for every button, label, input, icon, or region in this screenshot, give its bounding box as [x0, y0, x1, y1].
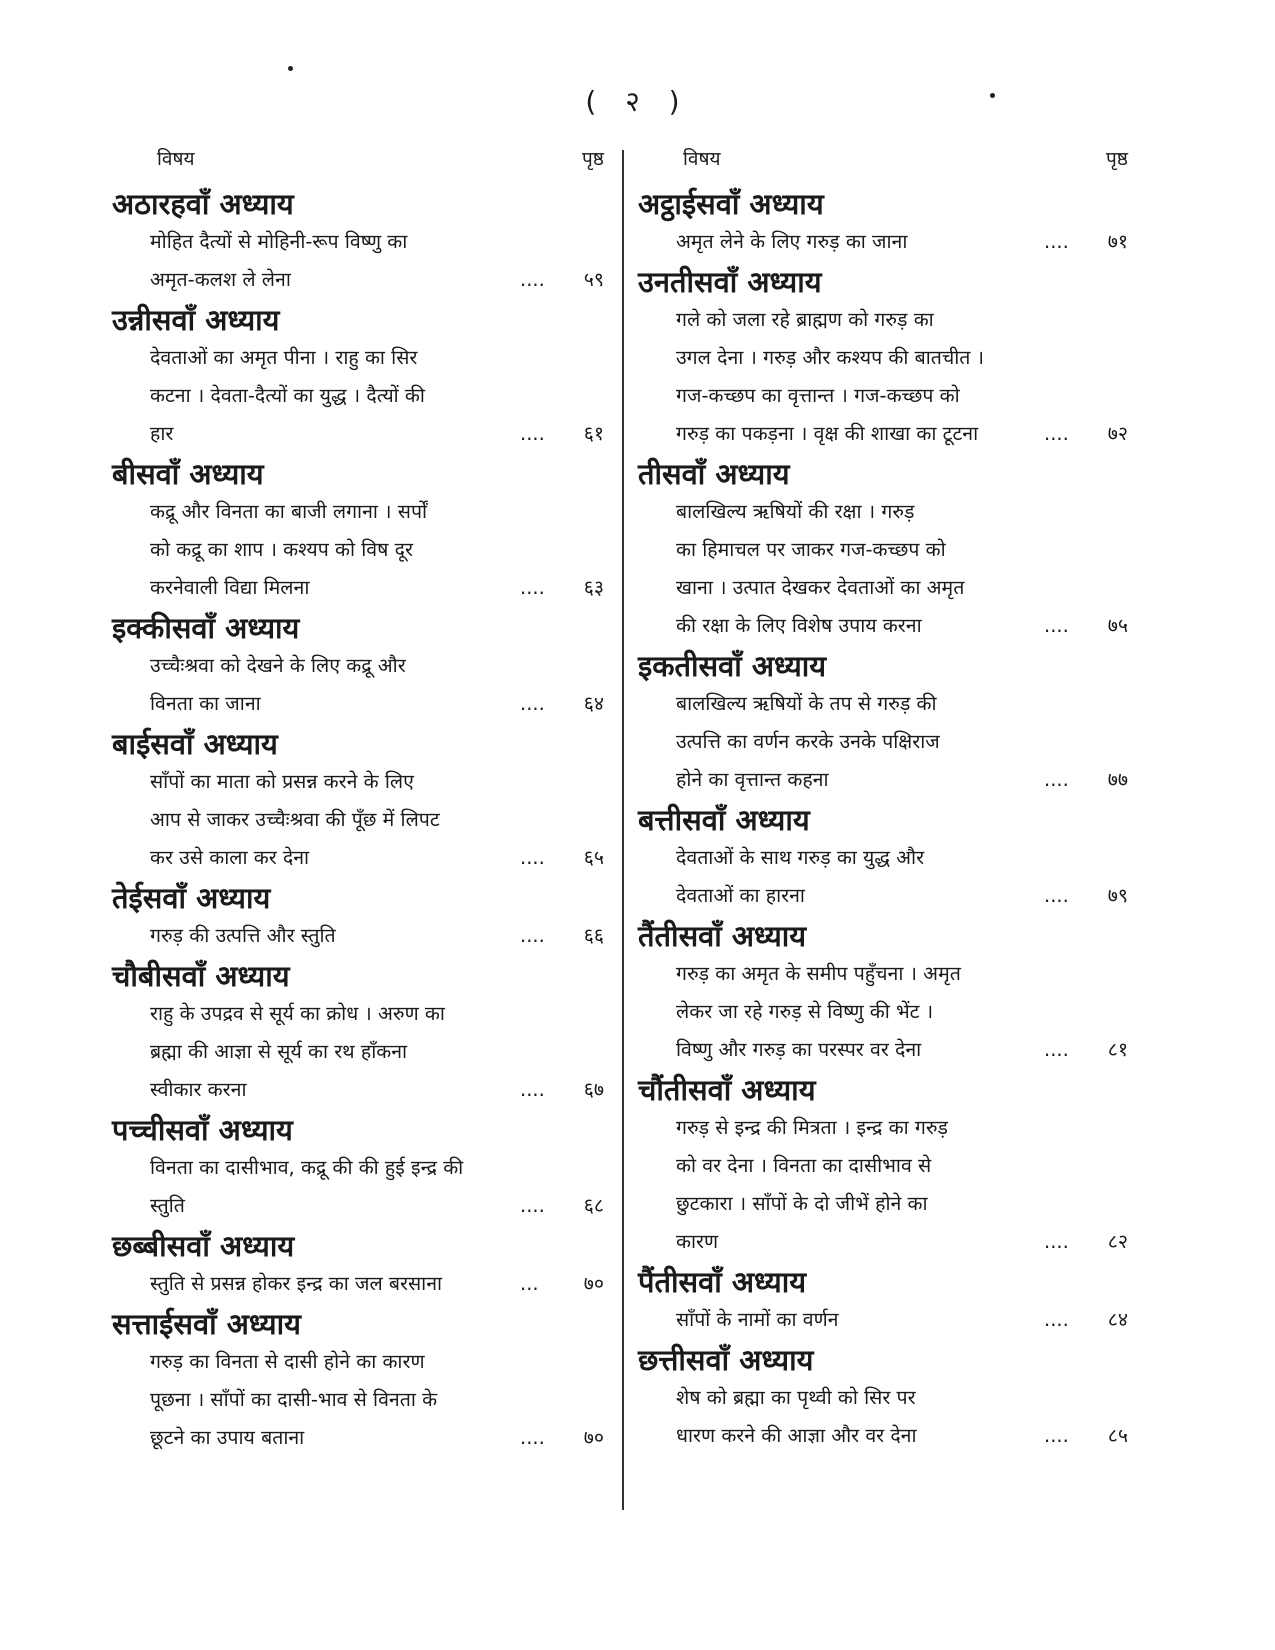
description-line	[150, 1265, 604, 1303]
chapter-entry	[112, 185, 604, 299]
page-ref: ७५	[1107, 614, 1128, 637]
chapter-title: इक्कीसवाँ अध्याय	[112, 611, 300, 645]
page-ref: ६७	[583, 1078, 604, 1101]
description-text: ब्रह्मा की आज्ञा से सूर्य का रथ हाँकना	[150, 1040, 408, 1063]
chapter-description	[676, 1379, 1128, 1455]
leader-space	[805, 877, 1044, 915]
description-text: होने का वृत्तान्त कहना	[676, 768, 829, 791]
chapter-title: अठारहवाँ अध्याय	[112, 187, 294, 221]
description-text: गज-कच्छप का वृत्तान्त । गज-कच्छप को	[676, 384, 960, 407]
leader-space	[261, 685, 520, 723]
chapter-title: तैंतीसवाँ अध्याय	[638, 919, 807, 953]
description-line	[676, 1109, 1128, 1147]
chapter-description	[150, 339, 604, 453]
leader-space	[309, 569, 520, 607]
description-text: बालखिल्य ऋषियों के तप से गरुड़ की	[676, 692, 937, 715]
chapter-title: चौबीसवाँ अध्याय	[112, 959, 290, 993]
page-ref: ८४	[1107, 1308, 1128, 1331]
chapter-entry	[638, 801, 1128, 915]
description-line	[676, 839, 1128, 877]
description-line	[676, 531, 1128, 569]
chapter-list	[638, 185, 1128, 1455]
description-line	[676, 1223, 1128, 1261]
description-line	[150, 223, 604, 261]
chapter-title: बीसवाँ अध्याय	[112, 457, 264, 491]
description-line	[676, 723, 1128, 761]
description-line	[676, 1301, 1128, 1339]
description-text: देवताओं का हारना	[676, 884, 805, 907]
description-text: विनता का जाना	[150, 692, 261, 715]
description-line	[150, 995, 604, 1033]
description-line	[150, 1071, 604, 1109]
description-line	[676, 1031, 1128, 1069]
description-text: गरुड़ का विनता से दासी होने का कारण	[150, 1350, 425, 1373]
chapter-title: अट्ठाईसवाँ अध्याय	[638, 187, 824, 221]
description-text: साँपों का माता को प्रसन्न करने के लिए	[150, 770, 414, 793]
description-line	[676, 1185, 1128, 1223]
description-text: पूछना । साँपों का दासी-भाव से विनता के	[150, 1388, 438, 1411]
page-ref: ८५	[1107, 1424, 1128, 1447]
chapter-title: उन्नीसवाँ अध्याय	[112, 303, 280, 337]
description-text: खाना । उत्पात देखकर देवताओं का अमृत	[676, 576, 965, 599]
leader-dots: ....	[520, 268, 545, 291]
description-text: लेकर जा रहे गरुड़ से विष्णु की भेंट ।	[676, 1000, 934, 1023]
description-line	[676, 377, 1128, 415]
description-text: बालखिल्य ऋषियों की रक्षा । गरुड़	[676, 500, 915, 523]
column-divider	[622, 150, 624, 1510]
page-ref: ६८	[583, 1194, 604, 1217]
print-speck	[990, 93, 995, 98]
leader-space	[718, 1223, 1044, 1261]
description-text: को वर देना । विनता का दासीभाव से	[676, 1154, 932, 1177]
description-line	[676, 223, 1128, 261]
leader-dots: ....	[520, 422, 545, 445]
description-line	[150, 1343, 604, 1381]
chapter-entry	[112, 455, 604, 607]
chapter-description	[676, 685, 1128, 799]
description-line	[676, 607, 1128, 645]
chapter-entry	[112, 301, 604, 453]
description-text: कर उसे काला कर देना	[150, 846, 310, 869]
leader-dots: ....	[520, 576, 545, 599]
description-text: उत्पत्ति का वर्णन करके उनके पक्षिराज	[676, 730, 940, 753]
description-text: का हिमाचल पर जाकर गज-कच्छप को	[676, 538, 946, 561]
description-line	[150, 685, 604, 723]
chapter-description	[676, 223, 1128, 261]
description-line	[676, 685, 1128, 723]
chapter-title: सत्ताईसवाँ अध्याय	[112, 1307, 301, 1341]
page-ref: ७०	[583, 1272, 604, 1295]
description-text: अमृत-कलश ले लेना	[150, 268, 291, 291]
description-line	[150, 1149, 604, 1187]
description-text: गरुड़ का अमृत के समीप पहुँचना । अमृत	[676, 962, 961, 985]
chapter-title: पच्चीसवाँ अध्याय	[112, 1113, 293, 1147]
description-line	[676, 955, 1128, 993]
description-text: उच्चैःश्रवा को देखने के लिए कद्रू और	[150, 654, 406, 677]
chapter-title: बाईसवाँ अध्याय	[112, 727, 278, 761]
chapter-title: छत्तीसवाँ अध्याय	[638, 1343, 814, 1377]
chapter-description	[676, 955, 1128, 1069]
description-line	[150, 839, 604, 877]
leader-dots: ....	[520, 692, 545, 715]
description-text: छूटने का उपाय बताना	[150, 1426, 305, 1449]
leader-space	[304, 1419, 520, 1457]
leader-dots: ....	[520, 1194, 545, 1217]
leader-dots: ....	[520, 1426, 545, 1449]
chapter-entry	[638, 917, 1128, 1069]
chapter-title: तेईसवाँ अध्याय	[112, 881, 271, 915]
leader-dots: ....	[1044, 1308, 1069, 1331]
page-ref: ८२	[1107, 1230, 1128, 1253]
leader-space	[309, 839, 520, 877]
description-line	[150, 531, 604, 569]
description-line	[676, 1379, 1128, 1417]
description-text: गरुड़ की उत्पत्ति और स्तुति	[150, 924, 336, 947]
chapter-description	[150, 223, 604, 299]
chapter-description	[676, 301, 1128, 453]
description-text: विष्णु और गरुड़ का परस्पर वर देना	[676, 1038, 922, 1061]
description-line	[676, 415, 1128, 453]
page-ref: ७९	[1107, 884, 1128, 907]
chapter-description	[150, 995, 604, 1109]
description-text: अमृत लेने के लिए गरुड़ का जाना	[676, 230, 908, 253]
leader-dots: ....	[520, 924, 545, 947]
page-heading: पृष्ठ	[582, 148, 604, 170]
chapter-entry	[112, 879, 604, 955]
description-text: देवताओं का अमृत पीना । राहु का सिर	[150, 346, 418, 369]
description-line	[676, 761, 1128, 799]
page-ref: ६६	[583, 924, 604, 947]
description-line	[676, 493, 1128, 531]
chapter-entry	[112, 1305, 604, 1457]
leader-dots: ....	[1044, 1424, 1069, 1447]
description-text: कटना । देवता-दैत्यों का युद्ध । दैत्यों की	[150, 384, 425, 407]
description-text: देवताओं के साथ गरुड़ का युद्ध और	[676, 846, 925, 869]
description-text: धारण करने की आज्ञा और वर देना	[676, 1424, 917, 1447]
description-line	[150, 339, 604, 377]
leader-space	[839, 1301, 1044, 1339]
print-speck	[288, 66, 293, 71]
page-ref: ६३	[583, 576, 604, 599]
leader-dots: ....	[1044, 614, 1069, 637]
description-line	[676, 339, 1128, 377]
chapter-list	[112, 185, 604, 1457]
description-line	[150, 1381, 604, 1419]
chapter-description	[150, 647, 604, 723]
chapter-entry	[112, 1111, 604, 1225]
chapter-description	[676, 1301, 1128, 1339]
leader-dots: ...	[520, 1272, 539, 1295]
chapter-entry	[112, 957, 604, 1109]
chapter-title: चौंतीसवाँ अध्याय	[638, 1073, 816, 1107]
chapter-description	[676, 1109, 1128, 1261]
leader-dots: ....	[1044, 230, 1069, 253]
description-text: राहु के उपद्रव से सूर्य का क्रोध । अरुण का	[150, 1002, 445, 1025]
page-ref: ७०	[583, 1426, 604, 1449]
description-line	[150, 493, 604, 531]
toc-header	[638, 145, 1128, 183]
leader-space	[442, 1265, 520, 1303]
description-line	[150, 377, 604, 415]
leader-dots: ....	[1044, 422, 1069, 445]
toc-left-column	[112, 145, 604, 1457]
leader-space	[336, 917, 520, 955]
chapter-entry	[638, 1263, 1128, 1339]
description-line	[676, 569, 1128, 607]
page-number: ( २ )	[585, 85, 690, 118]
chapter-entry	[638, 1071, 1128, 1261]
chapter-entry	[112, 609, 604, 723]
description-text: मोहित दैत्यों से मोहिनी-रूप विष्णु का	[150, 230, 408, 253]
description-text: हार	[150, 422, 174, 445]
leader-space	[922, 607, 1044, 645]
leader-dots: ....	[1044, 1230, 1069, 1253]
chapter-entry	[638, 185, 1128, 261]
leader-space	[173, 415, 520, 453]
leader-space	[907, 223, 1044, 261]
chapter-description	[150, 1149, 604, 1225]
description-text: की रक्षा के लिए विशेष उपाय करना	[676, 614, 922, 637]
description-line	[150, 917, 604, 955]
chapter-description	[150, 763, 604, 877]
description-text: साँपों के नामों का वर्णन	[676, 1308, 839, 1331]
leader-dots: ....	[520, 846, 545, 869]
description-text: गरुड़ का पकड़ना । वृक्ष की शाखा का टूटना	[676, 422, 979, 445]
leader-space	[185, 1187, 520, 1225]
leader-space	[917, 1417, 1044, 1455]
description-text: स्तुति	[150, 1194, 185, 1217]
chapter-title: पैंतीसवाँ अध्याय	[638, 1265, 807, 1299]
chapter-entry	[112, 1227, 604, 1303]
chapter-title: बत्तीसवाँ अध्याय	[638, 803, 810, 837]
page-ref: ६५	[583, 846, 604, 869]
description-text: आप से जाकर उच्चैःश्रवा की पूँछ में लिपट	[150, 808, 440, 831]
chapter-entry	[638, 263, 1128, 453]
page-ref: ७२	[1107, 422, 1128, 445]
chapter-entry	[638, 455, 1128, 645]
description-line	[150, 1419, 604, 1457]
chapter-title: इकतीसवाँ अध्याय	[638, 649, 827, 683]
leader-space	[291, 261, 520, 299]
leader-dots: ....	[1044, 884, 1069, 907]
page-heading: पृष्ठ	[1106, 148, 1128, 170]
leader-space	[978, 415, 1044, 453]
description-line	[150, 415, 604, 453]
subject-heading: विषय	[683, 148, 721, 170]
description-text: विनता का दासीभाव, कद्रू की की हुई इन्द्र की	[150, 1156, 464, 1179]
description-line	[676, 993, 1128, 1031]
description-line	[676, 877, 1128, 915]
leader-space	[829, 761, 1044, 799]
description-text: गले को जला रहे ब्राह्मण को गरुड़ का	[676, 308, 934, 331]
chapter-entry	[638, 1341, 1128, 1455]
chapter-entry	[112, 725, 604, 877]
chapter-description	[150, 917, 604, 955]
page-ref: ५९	[583, 268, 604, 291]
page-ref: ८१	[1107, 1038, 1128, 1061]
toc-header	[112, 145, 604, 183]
chapter-description	[150, 1265, 604, 1303]
description-line	[150, 763, 604, 801]
chapter-title: तीसवाँ अध्याय	[638, 457, 790, 491]
chapter-description	[676, 839, 1128, 915]
leader-dots: ....	[1044, 1038, 1069, 1061]
description-text: करनेवाली विद्या मिलना	[150, 576, 310, 599]
chapter-entry	[638, 647, 1128, 799]
description-line	[676, 1147, 1128, 1185]
leader-dots: ....	[1044, 768, 1069, 791]
description-text: गरुड़ से इन्द्र की मित्रता । इन्द्र का गरुड़	[676, 1116, 948, 1139]
description-text: कारण	[676, 1230, 719, 1253]
leader-space	[247, 1071, 520, 1109]
leader-space	[921, 1031, 1044, 1069]
description-text: छुटकारा । साँपों के दो जीभें होने का	[676, 1192, 928, 1215]
page-ref: ६४	[583, 692, 604, 715]
chapter-title: छब्बीसवाँ अध्याय	[112, 1229, 295, 1263]
description-text: शेष को ब्रह्मा का पृथ्वी को सिर पर	[676, 1386, 916, 1409]
description-text: कद्रू और विनता का बाजी लगाना । सर्पों	[150, 500, 428, 523]
description-text: स्तुति से प्रसन्न होकर इन्द्र का जल बरसाना	[150, 1272, 443, 1295]
leader-dots: ....	[520, 1078, 545, 1101]
page-ref: ६१	[583, 422, 604, 445]
subject-heading: विषय	[157, 148, 195, 170]
description-line	[150, 801, 604, 839]
description-line	[150, 1033, 604, 1071]
chapter-description	[676, 493, 1128, 645]
description-line	[150, 1187, 604, 1225]
description-line	[676, 301, 1128, 339]
chapter-description	[150, 493, 604, 607]
description-line	[676, 1417, 1128, 1455]
description-text: को कद्रू का शाप । कश्यप को विष दूर	[150, 538, 413, 561]
description-line	[150, 569, 604, 607]
description-line	[150, 647, 604, 685]
page-ref: ७७	[1107, 768, 1128, 791]
description-text: स्वीकार करना	[150, 1078, 247, 1101]
description-line	[150, 261, 604, 299]
toc-right-column	[638, 145, 1128, 1455]
chapter-description	[150, 1343, 604, 1457]
chapter-title: उनतीसवाँ अध्याय	[638, 265, 822, 299]
page-ref: ७१	[1107, 230, 1128, 253]
description-text: उगल देना । गरुड़ और कश्यप की बातचीत ।	[676, 346, 985, 369]
